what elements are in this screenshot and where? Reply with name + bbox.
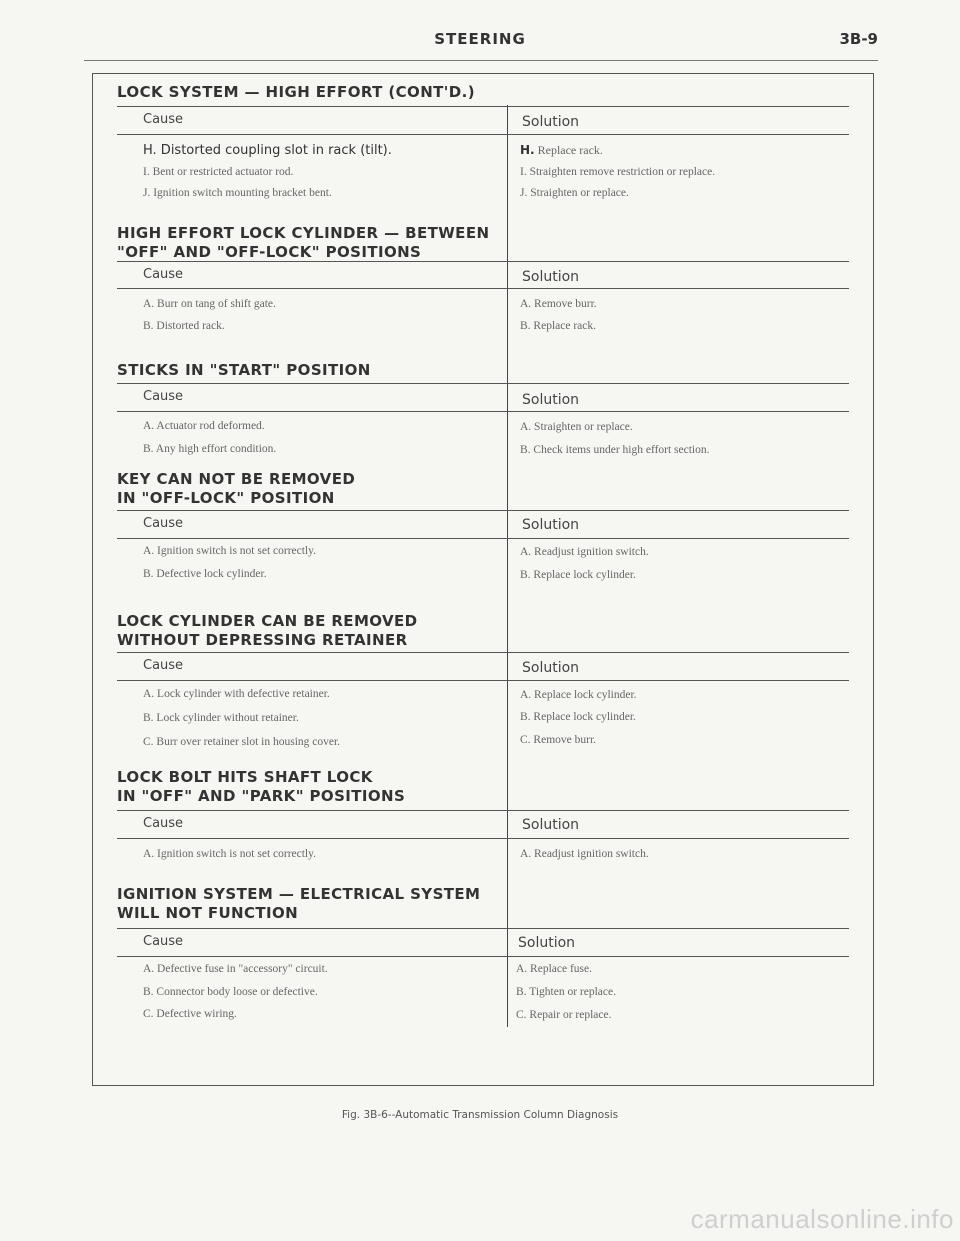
watermark: carmanualsonline.info [690, 1204, 954, 1234]
section-heading: HIGH EFFORT LOCK CYLINDER — BETWEEN "OFF" AND "OFF-LOCK" POSITIONS [117, 224, 490, 261]
cause-item: A. Burr on tang of shift gate. [143, 298, 276, 310]
solution-item: A. Remove burr. [520, 298, 597, 310]
cause-item: A. Lock cylinder with defective retainer. [143, 688, 330, 700]
section-heading: LOCK BOLT HITS SHAFT LOCK IN "OFF" AND "PARK" POSITIONS [117, 768, 406, 805]
page-title: STEERING [434, 30, 526, 48]
solution-item: A. Replace lock cylinder. [520, 689, 637, 701]
cause-column-header: Cause [143, 267, 184, 282]
solution-item: C. Remove burr. [520, 734, 597, 746]
solution-column-header: Solution [522, 660, 580, 676]
cause-item: B. Distorted rack. [143, 320, 225, 332]
cause-item: H. Distorted coupling slot in rack (tilt). [143, 143, 392, 158]
solution-item: A. Straighten or replace. [520, 421, 633, 433]
solution-item: J. Straighten or replace. [520, 187, 629, 199]
section-heading: LOCK SYSTEM — HIGH EFFORT (CONT'D.) [117, 83, 475, 101]
solution-item: H. Replace rack. [520, 143, 603, 157]
solution-column-header: Solution [522, 817, 580, 833]
cause-item: A. Ignition switch is not set correctly. [143, 848, 316, 860]
solution-column-header: Solution [518, 935, 576, 951]
cause-item: I. Bent or restricted actuator rod. [143, 166, 294, 178]
cause-item: A. Defective fuse in "accessory" circuit. [143, 963, 328, 975]
cause-item: A. Ignition switch is not set correctly. [143, 545, 316, 557]
section-heading: LOCK CYLINDER CAN BE REMOVED WITHOUT DEPRESSING RETAINER [117, 612, 418, 649]
cause-column-header: Cause [143, 112, 184, 127]
solution-column-header: Solution [522, 517, 580, 533]
solution-item: B. Replace lock cylinder. [520, 711, 636, 723]
cause-item: B. Connector body loose or defective. [143, 986, 318, 998]
cause-item: B. Lock cylinder without retainer. [143, 712, 299, 724]
cause-item: J. Ignition switch mounting bracket bent. [143, 187, 332, 199]
solution-item: B. Check items under high effort section. [520, 444, 710, 456]
figure-caption: Fig. 3B-6--Automatic Transmission Column Diagnosis [341, 1109, 619, 1121]
solution-column-header: Solution [522, 269, 580, 285]
solution-item: B. Replace rack. [520, 320, 596, 332]
solution-item: B. Replace lock cylinder. [520, 569, 636, 581]
cause-item: A. Actuator rod deformed. [143, 420, 265, 432]
section-heading: STICKS IN "START" POSITION [117, 361, 371, 379]
cause-item: C. Defective wiring. [143, 1008, 237, 1020]
cause-item: C. Burr over retainer slot in housing cover. [143, 736, 341, 748]
solution-column-header: Solution [522, 392, 580, 408]
header-divider [84, 60, 878, 61]
solution-item: C. Repair or replace. [516, 1009, 612, 1021]
cause-item: B. Any high effort condition. [143, 443, 277, 455]
solution-item: I. Straighten remove restriction or replace. [520, 166, 716, 178]
cause-column-header: Cause [143, 658, 184, 673]
solution-item: A. Replace fuse. [516, 963, 592, 975]
cause-item: B. Defective lock cylinder. [143, 568, 267, 580]
cause-column-header: Cause [143, 389, 184, 404]
page-number: 3B-9 [839, 30, 878, 48]
cause-column-header: Cause [143, 934, 184, 949]
cause-column-header: Cause [143, 516, 184, 531]
cause-column-header: Cause [143, 816, 184, 831]
section-heading: KEY CAN NOT BE REMOVED IN "OFF-LOCK" POSITION [117, 470, 356, 507]
column-divider [507, 105, 508, 1027]
solution-item: A. Readjust ignition switch. [520, 546, 649, 558]
solution-column-header: Solution [522, 114, 580, 130]
solution-item: B. Tighten or replace. [516, 986, 616, 998]
section-heading: IGNITION SYSTEM — ELECTRICAL SYSTEM WILL NOT FUNCTION [117, 885, 481, 922]
solution-item: A. Readjust ignition switch. [520, 848, 649, 860]
